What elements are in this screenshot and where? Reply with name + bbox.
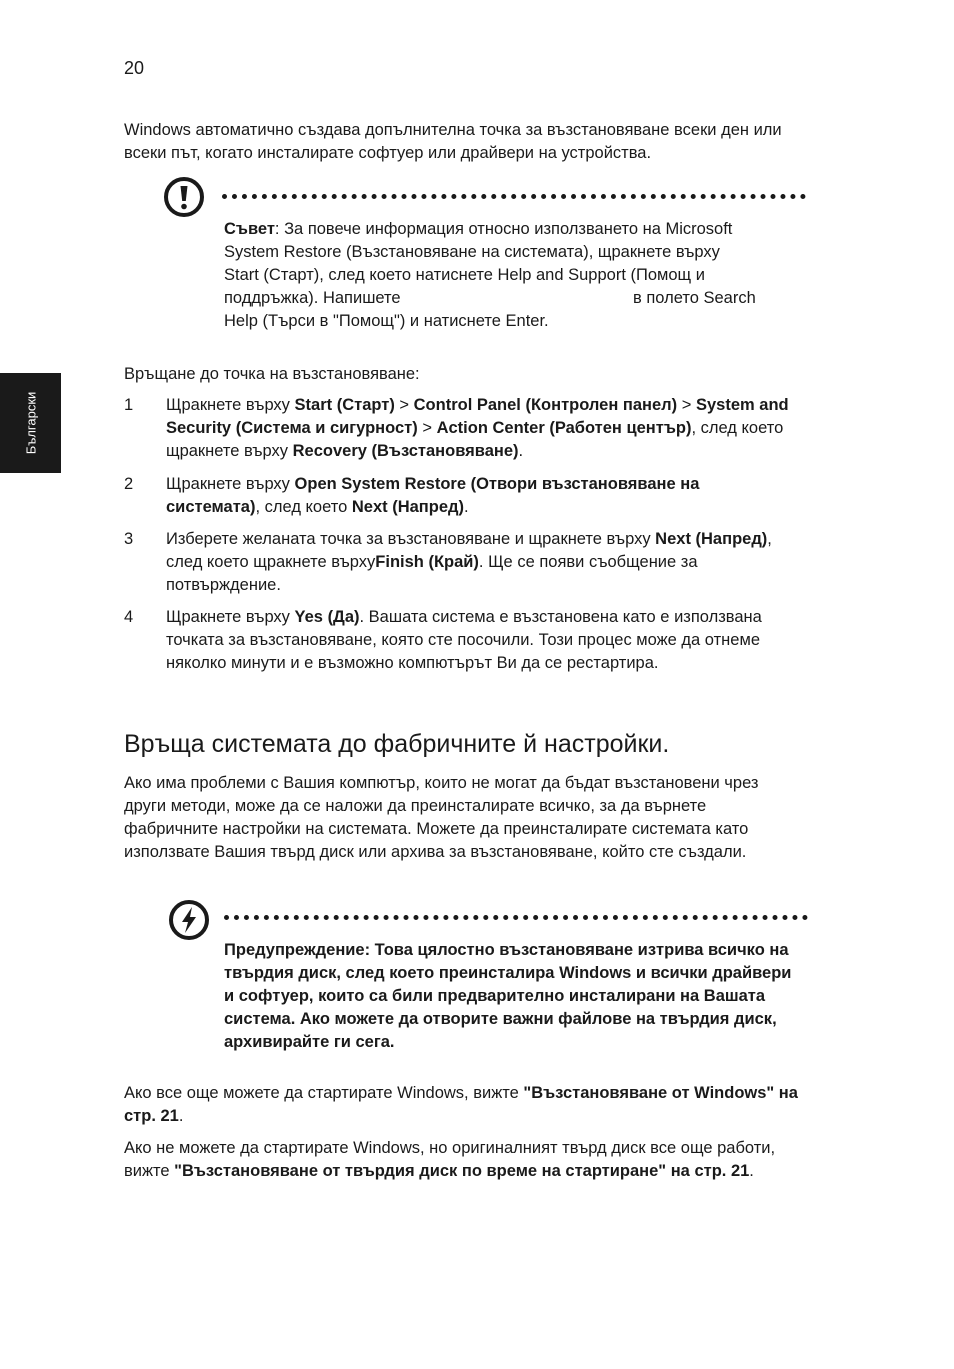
step-number: 2 (124, 475, 134, 493)
step-number: 4 (124, 608, 134, 626)
lightning-icon (169, 900, 209, 940)
restore-intro: Връщане до точка на възстановяване: (124, 365, 420, 383)
side-tab-label: Български (23, 391, 38, 455)
step-number: 3 (124, 530, 134, 548)
windows-restore-paragraph: Ако все още можете да стартирате Windows, вижте "Възстановяване от Windows" на стр. 21. (124, 1084, 798, 1125)
factory-paragraph: Ако има проблеми с Вашия компютър, които не могат да бъдат възстановени чрез други методи, може да се наложи да преинсталирате всичко, за да върнете фабричните настройки на системата. Можете да преинсталирате системата като използвате Вашия твърд диск или архива за възстановяване, който сте създали. (124, 774, 759, 861)
page-number: 20 (124, 58, 145, 78)
step-number: 1 (124, 396, 134, 414)
step-3-text: Изберете желаната точка за възстановяване и щракнете върху Next (Напред), след което щракнете върхуFinish (Край). Ще се появи съобщение за потвърждение. (166, 530, 772, 594)
intro-paragraph: Windows автоматично създава допълнителна точка за възстановяване всеки ден или всеки път, когато инсталирате софтуер или драйвери на устройства. (124, 121, 782, 162)
disk-restore-paragraph: Ако не можете да стартирате Windows, но оригиналният твърд диск все още работи, вижте "Възстановяване от твърдия диск по време на стартиране" на стр. 21. (124, 1139, 776, 1180)
tip-divider (222, 194, 806, 199)
step-4-text: Щракнете върху Yes (Да). Вашата система е възстановена като е използвана точката за възстановяване, която сте посочили. Този процес може да отнеме няколко минути и е възможно компютърът Ви да се рестартира. (166, 608, 762, 672)
step-2-text: Щракнете върху Open System Restore (Отвори възстановяване на системата), след което Next (Напред). (166, 475, 700, 516)
warning-text: Предупреждение: Това цялостно възстановяване изтрива всичко на твърдия диск, след което преинсталира Windows и всички драйвери и софтуер, които са били предварително инсталирани на Вашата система. Ако можете да отворите важни файлове на твърдия диск, архивирайте ги сега. (224, 941, 792, 1051)
warning-divider (224, 915, 808, 920)
windows-restore-ref: "Възстановяване от Windows" на стр. 21 (124, 1084, 798, 1125)
disk-restore-ref: "Възстановяване от твърдия диск по време на стартиране" на стр. 21 (174, 1162, 750, 1180)
tip-text: Съвет: За повече информация относно използването на Microsoft System Restore (Възстановяване на системата), щракнете върху Start (Старт), след което натиснете Help and Support (Помощ и поддръжка). Напишете в полето Search Help (Търси в "Помощ") и натиснете Enter. (224, 220, 756, 330)
tip-label: Съвет (224, 220, 275, 238)
step-1-text: Щракнете върху Start (Старт) > Control Panel (Контролен панел) > System and Security (Система и сигурност) > Action Center (Работен център), след което щракнете върху Recovery (Възстановяване). (166, 396, 789, 460)
exclamation-icon (164, 177, 204, 217)
language-side-tab (0, 373, 61, 473)
section-heading: Връща системата до фабричните й настройки. (124, 730, 670, 758)
